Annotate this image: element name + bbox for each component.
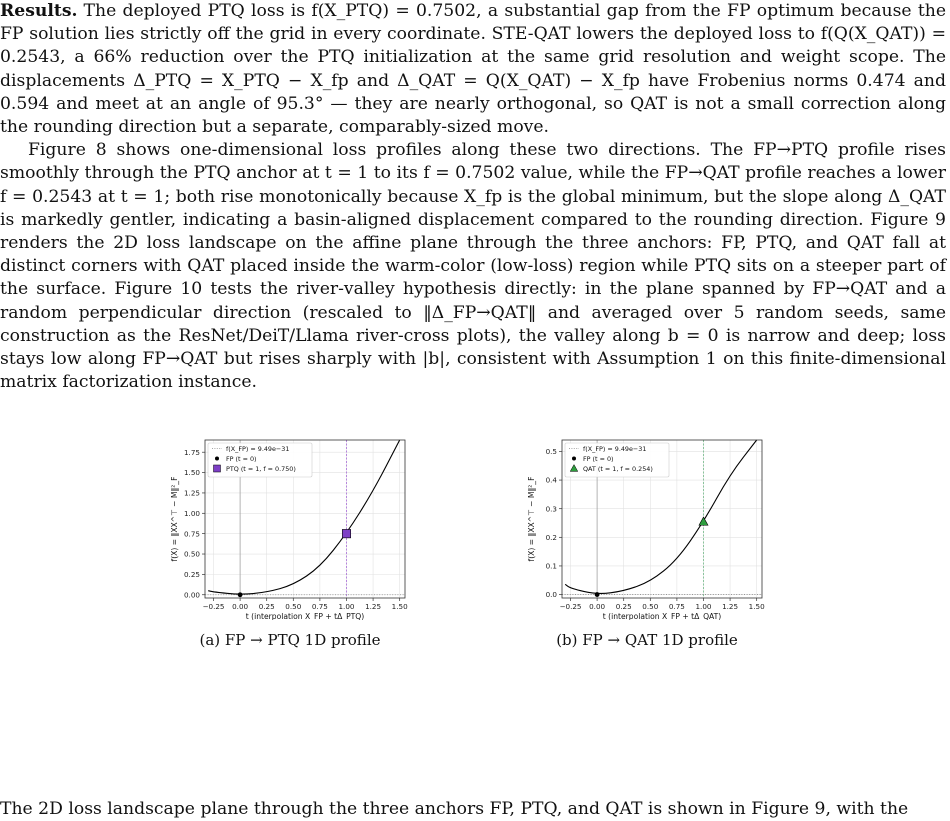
x-tick-label: 0.00 [589,602,606,611]
paragraph-figures [0,139,946,394]
x-tick-label: 0.50 [285,602,302,611]
y-tick-label: 0.0 [545,590,557,600]
y-tick-label: 0.1 [545,561,557,571]
legend [565,443,669,477]
y-tick-label: 1.25 [183,488,200,498]
y-tick-label: 0.4 [545,475,557,485]
paragraph-results [0,0,946,139]
y-tick-label: 0.25 [183,569,200,579]
y-tick-label: 0.75 [183,529,200,539]
legend-label: FP (t = 0) [583,455,614,463]
x-axis-label: t (interpolation X_FP + tΔ_PTQ) [245,612,365,620]
y-tick-label: 1.50 [183,468,200,478]
x-tick-label: 1.00 [338,602,355,611]
x-axis-label: t (interpolation X_FP + tΔ_QAT) [602,612,722,620]
y-tick-label: 1.00 [183,508,200,518]
run-in-heading: Results. [0,1,78,21]
x-tick-label: 0.25 [615,602,632,611]
x-tick-label: 0.50 [642,602,659,611]
x-tick-label: 0.25 [258,602,275,611]
legend-swatch-dot [572,457,576,461]
x-tick-label: 1.00 [695,602,712,611]
fp-point [238,592,243,597]
x-tick-label: 0.00 [232,602,249,611]
y-tick-label: 0.3 [545,504,557,514]
x-tick-label: 1.25 [365,602,382,611]
paper-body-text [0,0,946,394]
legend-swatch-dot [215,457,219,461]
y-tick-label: 0.5 [545,447,557,457]
next-paragraph-fragment: The 2D loss landscape plane through the three anchors FP, PTQ, and QAT is shown in Figure 9, with the [0,799,909,819]
caption-fp-qat: (b) FP → QAT 1D profile [556,631,738,649]
legend-label: f(X_FP) = 9.49e−31 [583,445,647,453]
y-tick-label: 0.00 [183,590,200,600]
chart-fp-ptq [168,436,410,620]
paragraph-figures-text: Figure 8 shows one-dimensional loss profiles along these two directions. The FP→PTQ profile rises smoothly through the PTQ anchor at t = 1 to its f = 0.7502 value, while the FP→QAT profile reaches a lower f = 0.2543 at t = 1; both rise monotonically because X_fp is the global minimum, but the slope along Δ_QAT is markedly gentler, indicating a basin-aligned displacement compared to the rounding direction. Figure 9 renders the 2D loss landscape on the affine plane through the three anchors: FP, PTQ, and QAT fall at distinct corners with QAT placed inside the warm-color (low-loss) region while PTQ sits on a steeper part of the surface. Figure 10 tests the river-valley hypothesis directly: in the plane spanned by FP→QAT and a random perpendicular direction (rescaled to ‖Δ_FP→QAT‖ and averaged over 5 random seeds, same construction as the ResNet/DeiT/Llama river-cross plots), the valley along b = 0 is narrow and deep; loss stays low along FP→QAT but rises sharply with |b|, consistent with Assumption 1 on this finite-dimensional matrix factorization instance. [0,140,946,393]
x-tick-label: 0.75 [668,602,685,611]
x-tick-label: 1.25 [722,602,739,611]
legend-label: FP (t = 0) [226,455,257,463]
figure-fp-ptq-profile [168,436,410,620]
x-tick-label: −0.25 [202,602,225,611]
legend [208,443,312,477]
legend-label: f(X_FP) = 9.49e−31 [226,445,290,453]
chart-fp-qat [525,436,767,620]
figure-fp-qat-profile [525,436,767,620]
x-tick-label: 0.75 [311,602,328,611]
legend-label: PTQ (t = 1, f = 0.750) [226,465,296,473]
x-tick-label: 1.50 [391,602,408,611]
y-tick-label: 0.2 [545,532,557,542]
legend-swatch-square [214,465,221,472]
y-tick-label: 0.50 [183,549,200,559]
ptq-marker [342,529,350,537]
caption-fp-ptq: (a) FP → PTQ 1D profile [199,631,381,649]
paragraph-results-text: The deployed PTQ loss is f(X_PTQ) = 0.7502, a substantial gap from the FP optimum because the FP solution lies strictly off the grid in every coordinate. STE-QAT lowers the deployed loss to f(Q(X_QAT)) = 0.2543, a 66% reduction over the PTQ initialization at the same grid resolution and weight scope. The displacements Δ_PTQ = X_PTQ − X_fp and Δ_QAT = Q(X_QAT) − X_fp have Frobenius norms 0.474 and 0.594 and meet at an angle of 95.3° — they are nearly orthogonal, so QAT is not a small correction along the rounding direction but a separate, comparably-sized move. [0,1,946,138]
y-axis-label: f(X) = ‖XX^⊤ − M‖²_F [527,476,536,562]
x-tick-label: 1.50 [748,602,765,611]
x-tick-label: −0.25 [559,602,582,611]
y-tick-label: 1.75 [183,447,200,457]
fp-point [595,592,600,597]
y-axis-label: f(X) = ‖XX^⊤ − M‖²_F [170,476,179,562]
legend-label: QAT (t = 1, f = 0.254) [583,465,653,473]
